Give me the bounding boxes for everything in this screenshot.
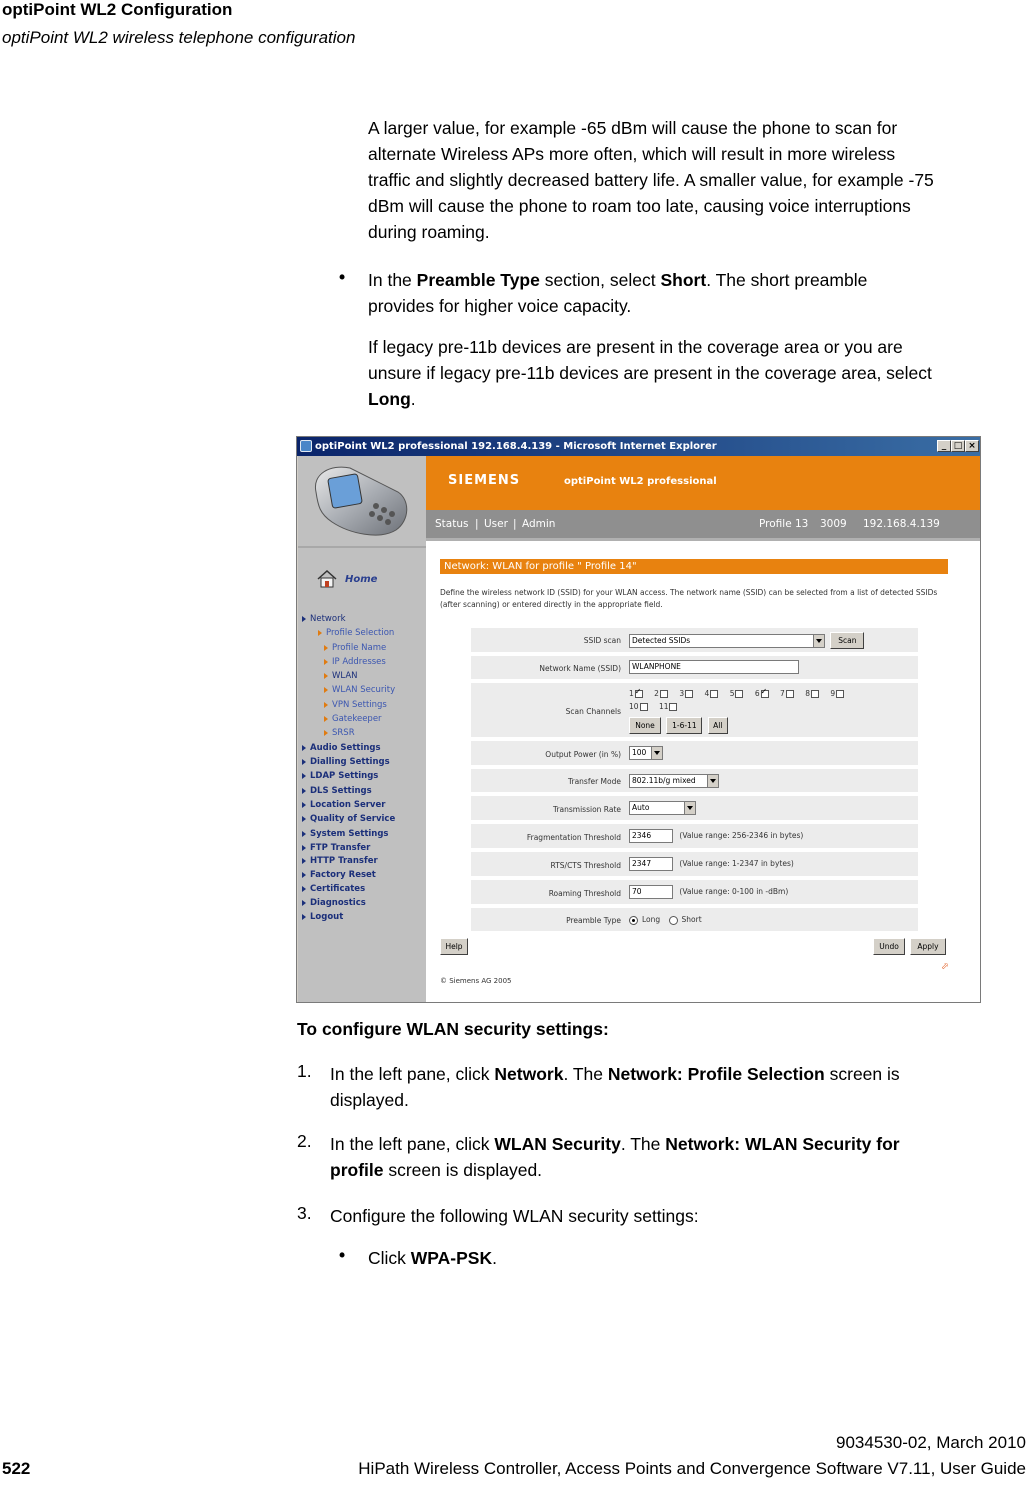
rts-cts-input[interactable]: 2347 — [629, 857, 673, 871]
text: screen is — [824, 1064, 900, 1084]
nav-quality-of-service[interactable] — [302, 814, 395, 824]
text: . — [410, 389, 416, 409]
page-number: 522 — [2, 1459, 31, 1478]
chevron-down-icon — [813, 635, 824, 647]
para-line: traffic and slightly decreased battery life. A smaller value, for example -75 — [368, 170, 934, 190]
nav-audio-settings[interactable] — [302, 743, 381, 753]
divider — [298, 546, 426, 548]
nav-http-transfer[interactable] — [302, 856, 378, 866]
arrow-icon — [324, 645, 328, 651]
nav-label: System Settings — [310, 829, 389, 839]
arrow-icon — [302, 886, 306, 892]
step-1 — [330, 1061, 1020, 1113]
channel-label: 11 — [658, 702, 669, 711]
nav-label: LDAP Settings — [310, 771, 379, 781]
select-value: 802.11b/g mixed — [632, 776, 696, 785]
scroll-to-top-icon[interactable]: ⬀ — [941, 962, 949, 972]
channels-all-button[interactable]: All — [708, 717, 728, 734]
para-line: displayed. — [330, 1090, 409, 1110]
rts-cts-row — [471, 852, 918, 878]
nav-diagnostics[interactable] — [302, 898, 366, 908]
text: Click — [368, 1248, 411, 1268]
running-header-subtitle: optiPoint WL2 wireless telephone configuration — [2, 28, 356, 47]
nav-gatekeeper[interactable] — [324, 714, 382, 724]
arrow-icon — [302, 773, 306, 779]
output-power-select[interactable] — [629, 746, 663, 760]
brand-banner — [426, 456, 980, 510]
nav-ldap-settings[interactable] — [302, 771, 378, 781]
text: . The short preamble — [706, 270, 868, 290]
arrow-icon — [302, 802, 306, 808]
nav-srsr[interactable] — [324, 728, 355, 738]
arrow-icon — [324, 730, 328, 736]
ui-term: Short — [660, 270, 707, 290]
page-title: Network: WLAN for profile " Profile 14" — [440, 559, 948, 574]
legacy-devices-paragraph — [368, 334, 1028, 412]
ui-term: Network: Profile Selection — [607, 1064, 825, 1084]
extension-number: 3009 — [820, 518, 847, 530]
minimize-icon[interactable]: _ — [937, 440, 951, 452]
channels-1-6-11-button[interactable]: 1-6-11 — [666, 717, 702, 734]
help-button[interactable]: Help — [440, 938, 468, 955]
arrow-icon — [302, 872, 306, 878]
para-line: dBm will cause the phone to roam too late, causing voice interruptions — [368, 196, 911, 216]
channel-label: 1 — [629, 689, 634, 698]
text: . — [492, 1248, 497, 1268]
wpa-psk-bullet — [368, 1245, 1028, 1271]
profile-label: Profile 13 — [759, 518, 809, 530]
nav-label: Quality of Service — [310, 814, 396, 824]
channel-9-checkbox[interactable] — [836, 690, 844, 698]
copyright-notice: © Siemens AG 2005 — [440, 977, 512, 985]
nav-factory-reset[interactable] — [302, 870, 376, 880]
channel-1-checkbox[interactable] — [635, 690, 643, 698]
channel-label: 8 — [805, 689, 810, 698]
text: . The — [620, 1134, 666, 1154]
maximize-icon[interactable]: □ — [951, 440, 965, 452]
channel-11-checkbox[interactable] — [669, 703, 677, 711]
nav-label: Logout — [310, 912, 344, 922]
channels-none-button[interactable]: None — [629, 717, 661, 734]
step-3: Configure the following WLAN security settings: — [330, 1206, 699, 1226]
roaming-threshold-row — [471, 880, 918, 906]
ui-term: Network — [494, 1064, 564, 1084]
nav-label: WLAN — [332, 671, 358, 681]
roaming-threshold-label: Roaming Threshold — [548, 889, 621, 898]
channel-8-checkbox[interactable] — [811, 690, 819, 698]
nav-label: SRSR — [332, 728, 355, 738]
page-description: Define the wireless network ID (SSID) for your WLAN access. The network name (SSID) can be selected from a list of detected SSIDs (after scanning) or entered directly in the appropriate field. — [440, 588, 938, 609]
apply-button[interactable]: Apply — [910, 938, 946, 955]
fragmentation-range: (Value range: 256-2346 in bytes) — [679, 831, 804, 840]
select-value: 100 — [632, 748, 647, 757]
arrow-icon — [302, 759, 306, 765]
text: section, select — [539, 270, 661, 290]
output-power-row — [471, 741, 918, 767]
nav-wlan[interactable] — [324, 671, 358, 681]
scan-button[interactable]: Scan — [830, 632, 864, 649]
text: In the left pane, click — [330, 1064, 495, 1084]
transmission-rate-row — [471, 796, 918, 822]
fragmentation-input[interactable]: 2346 — [629, 829, 673, 843]
guide-title: HiPath Wireless Controller, Access Points and Convergence Software V7.11, User Guide — [358, 1459, 1026, 1478]
transfer-mode-row — [471, 769, 918, 794]
ip-address: 192.168.4.139 — [863, 518, 940, 530]
preamble-type-row — [471, 908, 918, 933]
channel-3-checkbox[interactable] — [685, 690, 693, 698]
para-line: A larger value, for example -65 dBm will cause the phone to scan for — [368, 118, 898, 138]
text: In the — [368, 270, 417, 290]
bullet-marker: • — [339, 1245, 346, 1265]
nav-label: Dialling Settings — [310, 757, 390, 767]
home-icon[interactable] — [316, 570, 338, 588]
preamble-short-radio[interactable] — [669, 916, 678, 925]
channel-grid — [629, 689, 853, 698]
nav-label: Audio Settings — [310, 743, 381, 753]
ssid-scan-row — [471, 628, 918, 654]
channel-grid-row2 — [629, 702, 686, 711]
step-number: 2. — [297, 1131, 312, 1151]
nav-label: Profile Name — [332, 643, 387, 653]
nav-certificates[interactable] — [302, 884, 365, 894]
preamble-short-label: Short — [681, 915, 702, 924]
channel-label: 4 — [704, 689, 710, 698]
arrow-icon — [302, 616, 306, 622]
scan-channels-label: Scan Channels — [565, 707, 621, 716]
nav-label: Diagnostics — [310, 898, 366, 908]
running-header-title: optiPoint WL2 Configuration — [2, 0, 233, 19]
nav-logout[interactable] — [302, 912, 343, 922]
nav-ftp-transfer[interactable] — [302, 843, 370, 853]
phone-image — [310, 462, 412, 540]
roaming-threshold-range: (Value range: 0-100 in -dBm) — [679, 887, 789, 896]
transfer-mode-label: Transfer Mode — [568, 777, 621, 786]
channel-6-checkbox[interactable] — [761, 690, 769, 698]
undo-button[interactable]: Undo — [873, 938, 905, 955]
text: . The — [563, 1064, 608, 1084]
procedure-heading: To configure WLAN security settings: — [297, 1019, 609, 1039]
channel-7-checkbox[interactable] — [786, 690, 794, 698]
para-line: alternate Wireless APs more often, which will result in more wireless — [368, 144, 896, 164]
channel-label: 6 — [754, 689, 760, 698]
channel-5-checkbox[interactable] — [735, 690, 743, 698]
left-nav-pane — [298, 456, 426, 1002]
select-value: Auto — [632, 803, 650, 812]
ui-term: Network: WLAN Security for — [665, 1134, 900, 1154]
network-name-row — [471, 656, 918, 681]
preamble-type-label: Preamble Type — [566, 916, 621, 925]
channel-label: 9 — [830, 689, 836, 698]
close-icon[interactable]: × — [965, 440, 979, 452]
para-line: unsure if legacy pre-11b devices are present in the coverage area, select — [368, 363, 932, 383]
channel-2-checkbox[interactable] — [660, 690, 668, 698]
nav-label: Factory Reset — [310, 870, 376, 880]
para-line: during roaming. — [368, 222, 490, 242]
top-nav-bar — [426, 510, 980, 538]
arrow-icon — [302, 914, 306, 920]
nav-label: DLS Settings — [310, 786, 372, 796]
arrow-icon — [302, 745, 306, 751]
main-content — [426, 541, 980, 1002]
transmission-rate-select[interactable] — [629, 801, 696, 815]
step-number: 3. — [297, 1203, 312, 1223]
nav-label: IP Addresses — [332, 657, 386, 667]
arrow-icon — [302, 845, 306, 851]
ui-term: WPA-PSK — [410, 1248, 493, 1268]
chevron-down-icon — [651, 747, 662, 759]
nav-profile-name[interactable] — [324, 643, 386, 653]
nav-separator: | — [513, 518, 517, 530]
arrow-icon — [324, 659, 328, 665]
nav-wlan-security[interactable] — [324, 685, 395, 695]
arrow-icon — [302, 858, 306, 864]
arrow-icon — [302, 831, 306, 837]
arrow-icon — [302, 816, 306, 822]
channel-label: 3 — [679, 689, 685, 698]
nav-label: Network — [310, 614, 346, 624]
document-id: 9034530-02, March 2010 — [836, 1433, 1026, 1452]
select-value: Detected SSIDs — [632, 635, 691, 645]
window-titlebar — [297, 437, 980, 456]
arrow-icon — [324, 702, 328, 708]
tab-user[interactable]: User — [484, 518, 508, 530]
arrow-icon — [302, 900, 306, 906]
tab-admin[interactable]: Admin — [522, 518, 556, 530]
chevron-down-icon — [684, 802, 695, 814]
tab-status[interactable]: Status — [435, 518, 469, 530]
nav-label: FTP Transfer — [310, 843, 371, 853]
ssid-scan-select[interactable] — [629, 634, 825, 648]
channel-label: 10 — [629, 702, 639, 711]
nav-label: WLAN Security — [332, 685, 396, 695]
para-line: provides for higher voice capacity. — [368, 296, 632, 316]
arrow-icon — [318, 630, 322, 636]
arrow-icon — [302, 788, 306, 794]
browser-screenshot — [296, 436, 981, 1003]
product-name: optiPoint WL2 professional — [564, 476, 717, 487]
channel-10-checkbox[interactable] — [640, 703, 648, 711]
bullet-marker: • — [339, 267, 346, 287]
preamble-long-label: Long — [642, 915, 661, 924]
transfer-mode-select[interactable] — [629, 774, 719, 788]
arrow-icon — [324, 716, 328, 722]
nav-ip-addresses[interactable] — [324, 657, 386, 667]
fragmentation-label: Fragmentation Threshold — [526, 833, 621, 842]
channel-label: 2 — [654, 689, 659, 698]
nav-network[interactable] — [302, 614, 346, 624]
nav-separator: | — [475, 518, 479, 530]
ui-term: WLAN Security — [494, 1134, 621, 1154]
nav-label: Profile Selection — [326, 628, 395, 638]
nav-label: HTTP Transfer — [310, 856, 378, 866]
rts-cts-label: RTS/CTS Threshold — [550, 861, 621, 870]
ie-icon — [300, 440, 312, 452]
ssid-scan-label: SSID scan — [583, 636, 621, 645]
home-link[interactable]: Home — [345, 574, 378, 585]
nav-profile-selection[interactable] — [318, 628, 394, 638]
rts-cts-range: (Value range: 1-2347 in bytes) — [679, 859, 794, 868]
step-2 — [330, 1131, 1020, 1183]
chevron-down-icon — [707, 775, 718, 787]
nav-label: Certificates — [310, 884, 366, 894]
text: In the left pane, click — [330, 1134, 495, 1154]
fragmentation-row — [471, 824, 918, 850]
arrow-icon — [324, 673, 328, 679]
channel-4-checkbox[interactable] — [710, 690, 718, 698]
nav-label: Location Server — [310, 800, 386, 810]
text: screen is displayed. — [383, 1160, 543, 1180]
nav-label: Gatekeeper — [332, 714, 382, 724]
ui-term: Long — [368, 389, 411, 409]
nav-vpn-settings[interactable] — [324, 700, 387, 710]
network-name-input[interactable]: WLANPHONE — [629, 660, 799, 674]
preamble-long-radio[interactable] — [629, 916, 638, 925]
siemens-logo: SIEMENS — [448, 473, 521, 488]
network-name-label: Network Name (SSID) — [539, 664, 621, 673]
scan-channels-row — [471, 683, 918, 739]
output-power-label: Output Power (in %) — [545, 750, 621, 759]
transmission-rate-label: Transmission Rate — [552, 805, 621, 814]
roaming-threshold-paragraph — [368, 115, 1028, 245]
ui-term: profile — [330, 1160, 384, 1180]
nav-dialling-settings[interactable] — [302, 757, 390, 767]
ui-term: Preamble Type — [416, 270, 540, 290]
channel-label: 7 — [780, 689, 785, 698]
nav-system-settings[interactable] — [302, 829, 389, 839]
channel-label: 5 — [729, 689, 735, 698]
para-line: If legacy pre-11b devices are present in the coverage area or you are — [368, 337, 903, 357]
nav-location-server[interactable] — [302, 800, 385, 810]
window-title: optiPoint WL2 professional 192.168.4.139 - Microsoft Internet Explorer — [315, 441, 717, 452]
nav-dls-settings[interactable] — [302, 786, 372, 796]
arrow-icon — [324, 687, 328, 693]
preamble-bullet — [368, 267, 1028, 319]
nav-label: VPN Settings — [332, 700, 387, 710]
step-number: 1. — [297, 1061, 312, 1081]
roaming-threshold-input[interactable]: 70 — [629, 885, 673, 899]
